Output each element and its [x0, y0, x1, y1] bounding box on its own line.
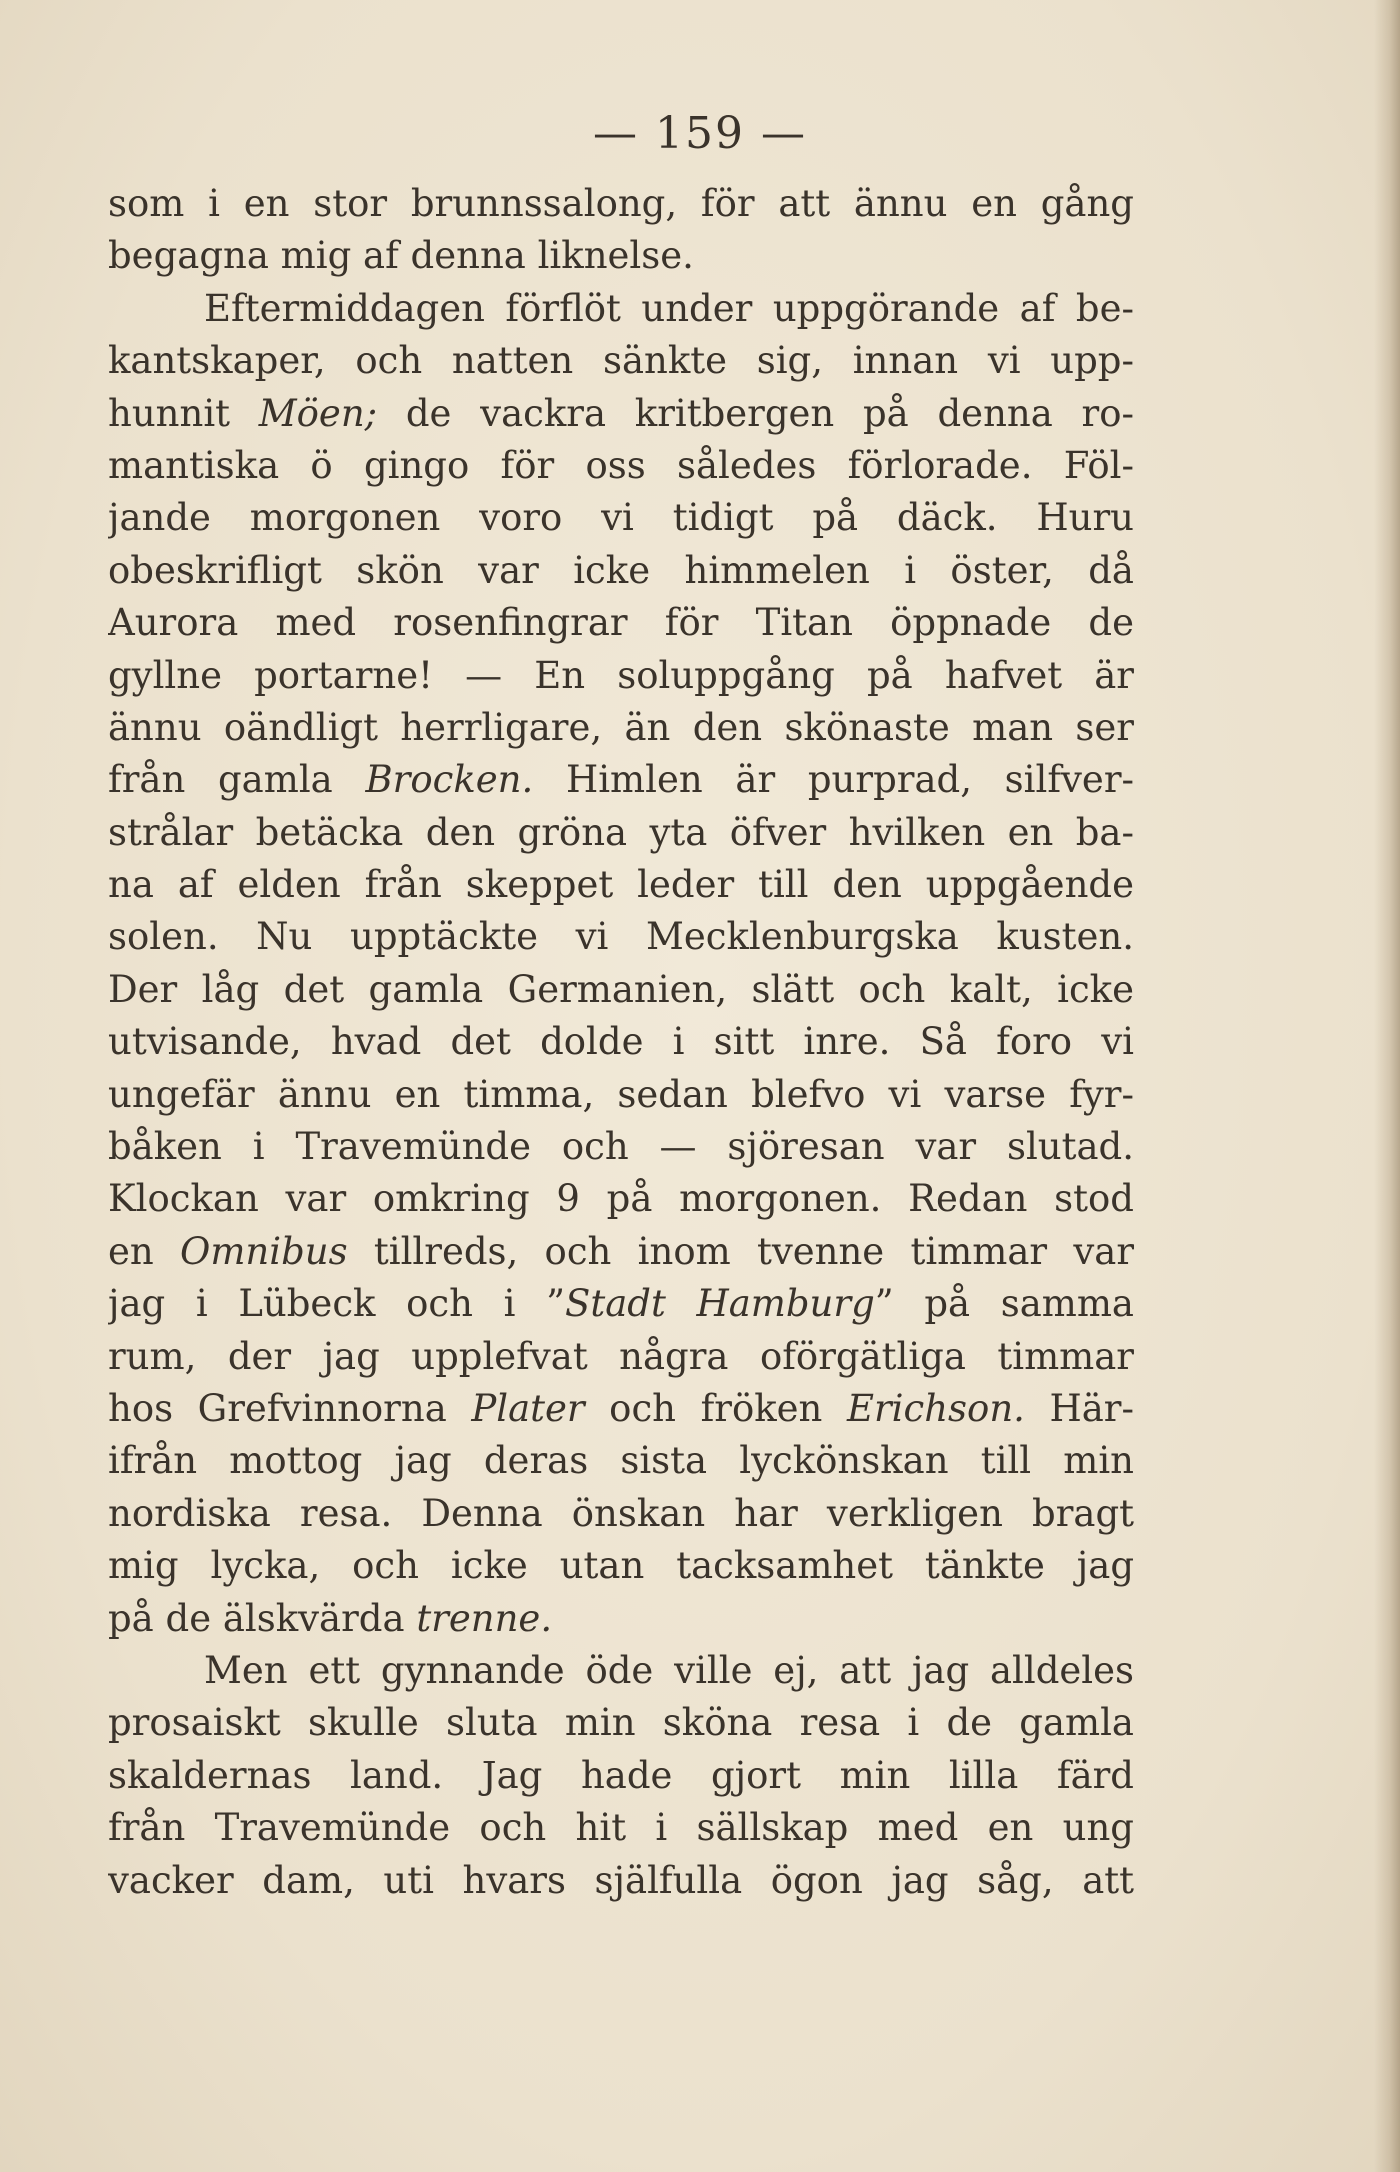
- text-line: [108, 911, 1134, 963]
- text-segment: ännu oändligt herrligare, än den skönaste man ser: [108, 705, 1134, 749]
- text-segment: Aurora med rosenfingrar för Titan öppnade de: [108, 601, 1134, 645]
- text-line: [108, 1435, 1134, 1487]
- text-line: [108, 1226, 1134, 1278]
- text-line: [108, 702, 1134, 754]
- page-edge-shadow: [1374, 0, 1400, 2172]
- text-line: [108, 492, 1134, 544]
- text-line: [108, 964, 1134, 1016]
- italic-segment: Omnibus: [180, 1229, 348, 1273]
- text-segment: vacker dam, uti hvars själfulla ögon jag såg, att: [108, 1858, 1134, 1902]
- text-line: [108, 1750, 1134, 1802]
- text-line: [108, 1121, 1134, 1173]
- text-segment: båken i Travemünde och — sjöresan var slutad.: [108, 1125, 1134, 1169]
- italic-segment: Möen;: [258, 391, 378, 435]
- text-segment: från Travemünde och hit i sällskap med en ung: [108, 1806, 1134, 1850]
- text-segment: strålar betäcka den gröna yta öfver hvilken en ba-: [108, 810, 1134, 854]
- text-line: [108, 1383, 1134, 1435]
- text-line: [108, 283, 1134, 335]
- text-segment: na af elden från skeppet leder till den uppgående: [108, 863, 1134, 907]
- text-line: [108, 1278, 1134, 1330]
- italic-segment: Plater: [471, 1386, 585, 1430]
- text-line: [108, 1697, 1134, 1749]
- text-segment: gyllne portarne! — En soluppgång på hafvet är: [108, 653, 1134, 697]
- text-line: [108, 1593, 1134, 1645]
- text-line: [108, 859, 1134, 911]
- text-segment: en: [108, 1229, 181, 1273]
- page-number: — 159 —: [593, 108, 807, 159]
- text-segment: jande morgonen voro vi tidigt på däck. Huru: [108, 496, 1134, 540]
- text-segment: mantiska ö gingo för oss således förlorade. Föl-: [108, 443, 1134, 487]
- text-segment: obeskrifligt skön var icke himmelen i öster, då: [108, 548, 1134, 592]
- text-segment: som i en stor brunnssalong, för att ännu en gång: [108, 182, 1134, 225]
- text-line: [108, 1331, 1134, 1383]
- text-line: [108, 178, 1134, 230]
- text-segment: och fröken: [584, 1386, 847, 1430]
- text-line: [108, 650, 1134, 702]
- text-segment: Himlen är purprad, silfver-: [533, 758, 1134, 802]
- text-line: [108, 388, 1134, 440]
- text-line: [108, 1488, 1134, 1540]
- text-segment: ungefär ännu en timma, sedan blefvo vi varse fyr-: [108, 1072, 1134, 1116]
- italic-segment: Brocken.: [365, 758, 534, 802]
- text-segment: tillreds, och inom tvenne timmar var: [347, 1229, 1134, 1273]
- text-segment: nordiska resa. Denna önskan har verkligen bragt: [108, 1491, 1134, 1535]
- text-segment: Här-: [1024, 1386, 1134, 1430]
- text-line: [108, 230, 1134, 282]
- text-segment: på de älskvärda: [108, 1596, 417, 1640]
- text-segment: skaldernas land. Jag hade gjort min lilla färd: [108, 1753, 1134, 1797]
- text-segment: Eftermiddagen förflöt under uppgörande af be-: [204, 286, 1134, 330]
- text-segment: Klockan var omkring 9 på morgonen. Redan stod: [108, 1177, 1134, 1221]
- text-segment: hos Grefvinnorna: [108, 1386, 472, 1430]
- text-segment: kantskaper, och natten sänkte sig, innan vi upp-: [108, 339, 1134, 383]
- italic-segment: Erichson.: [846, 1386, 1025, 1430]
- text-segment: de vackra kritbergen på denna ro-: [377, 391, 1134, 435]
- text-line: [108, 545, 1134, 597]
- italic-segment: trenne.: [416, 1596, 553, 1640]
- text-line: [108, 1645, 1134, 1697]
- text-line: [108, 1069, 1134, 1121]
- text-line: [108, 440, 1134, 492]
- text-line: [108, 754, 1134, 806]
- text-segment: ifrån mottog jag deras sista lyckönskan till min: [108, 1439, 1134, 1483]
- text-segment: Men ett gynnande öde ville ej, att jag alldeles: [204, 1648, 1134, 1692]
- text-line: [108, 1540, 1134, 1592]
- text-line: [108, 1855, 1134, 1907]
- text-segment: solen. Nu upptäckte vi Mecklenburgska kusten.: [108, 915, 1134, 959]
- text-line: [108, 1016, 1134, 1068]
- text-segment: från gamla: [108, 758, 366, 802]
- text-segment: jag i Lübeck och i ”: [108, 1282, 565, 1326]
- text-segment: begagna mig af denna liknelse.: [108, 234, 694, 278]
- text-line: [108, 597, 1134, 649]
- text-line: [108, 1802, 1134, 1854]
- text-segment: ” på samma: [874, 1282, 1134, 1326]
- text-line: [108, 335, 1134, 387]
- text-segment: hunnit: [108, 391, 259, 435]
- text-line: [108, 1173, 1134, 1225]
- text-line: [108, 807, 1134, 859]
- text-segment: Der låg det gamla Germanien, slätt och kalt, icke: [108, 967, 1134, 1011]
- text-segment: utvisande, hvad det dolde i sitt inre. Så foro vi: [108, 1020, 1134, 1064]
- text-segment: prosaiskt skulle sluta min sköna resa i de gamla: [108, 1701, 1134, 1745]
- body-text: [108, 178, 1134, 1907]
- text-segment: mig lycka, och icke utan tacksamhet tänkte jag: [108, 1544, 1134, 1588]
- italic-segment: Stadt Hamburg: [564, 1282, 875, 1326]
- text-segment: rum, der jag upplefvat några oförgätliga timmar: [108, 1334, 1134, 1378]
